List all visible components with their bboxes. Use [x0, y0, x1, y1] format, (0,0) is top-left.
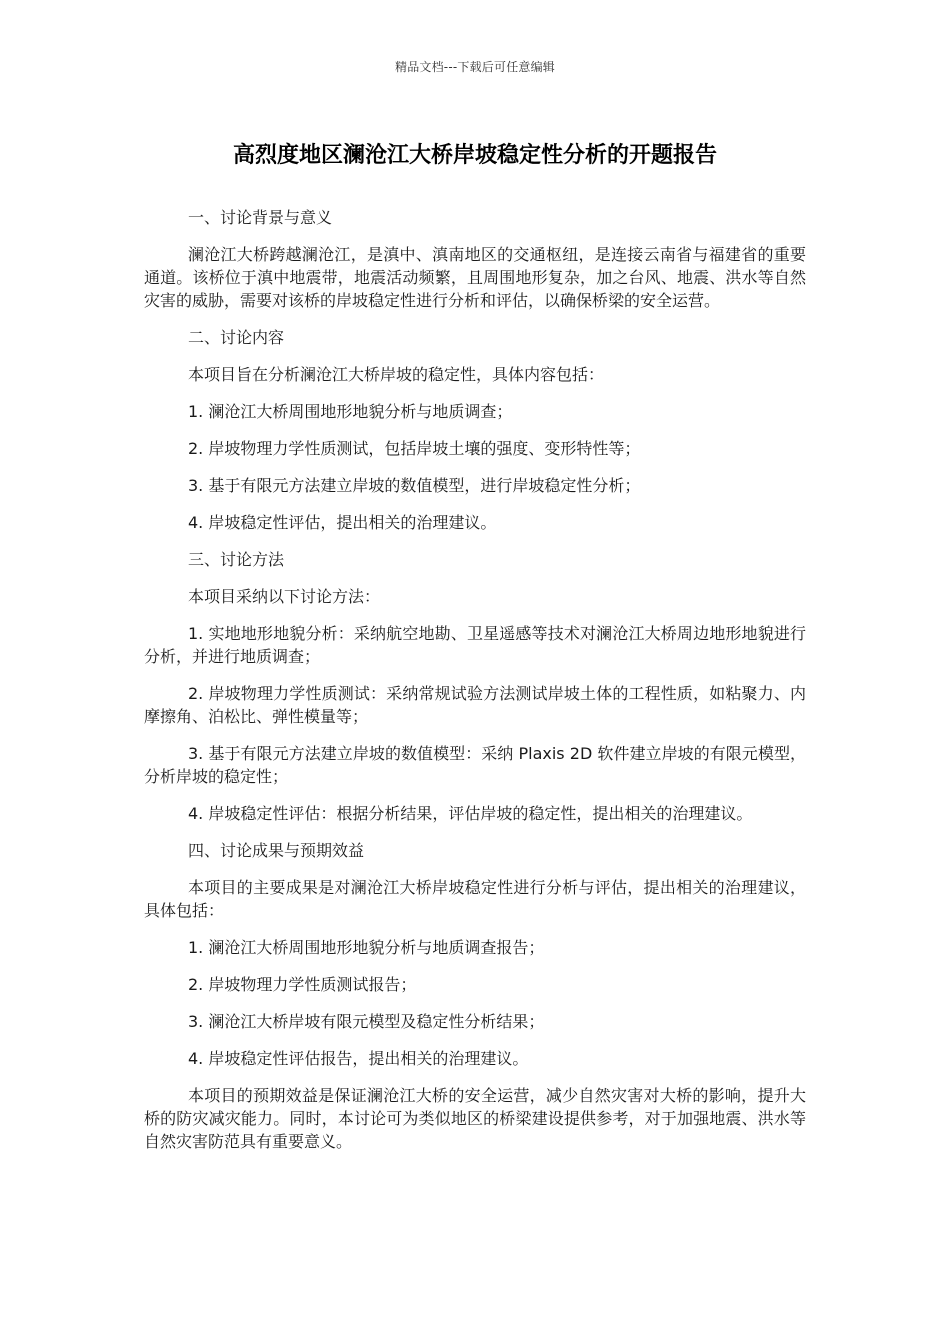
list-item-outcomes-4: 4. 岸坡稳定性评估报告，提出相关的治理建议。 [188, 1049, 529, 1068]
list-item-outcomes-1: 1. 澜沧江大桥周围地形地貌分析与地质调查报告； [188, 938, 545, 957]
list-item-outcomes-2: 2. 岸坡物理力学性质测试报告； [188, 975, 417, 994]
list-item-outcomes-3: 3. 澜沧江大桥岸坡有限元模型及稳定性分析结果； [188, 1012, 545, 1031]
list-item-methods-2: 2. 岸坡物理力学性质测试：采纳常规试验方法测试岸坡土体的工程性质，如粘聚力、内摩擦角、泊松比、弹性模量等； [144, 684, 806, 726]
page-header-watermark: 精品文档---下载后可任意编辑 [395, 60, 555, 74]
list-item-methods-3: 3. 基于有限元方法建立岸坡的数值模型：采纳 Plaxis 2D 软件建立岸坡的有限元模型，分析岸坡的稳定性； [144, 744, 806, 786]
list-item-methods-1: 1. 实地地形地貌分析：采纳航空地勘、卫星遥感等技术对澜沧江大桥周边地形地貌进行分析，并进行地质调查； [144, 624, 806, 666]
list-item-content-3: 3. 基于有限元方法建立岸坡的数值模型，进行岸坡稳定性分析； [188, 476, 641, 495]
document-body [144, 206, 806, 1167]
paragraph-outcomes-intro: 本项目的主要成果是对澜沧江大桥岸坡稳定性进行分析与评估，提出相关的治理建议，具体包括： [144, 878, 806, 920]
section-heading-background: 一、讨论背景与意义 [188, 208, 333, 227]
section-heading-methods: 三、讨论方法 [188, 550, 285, 569]
list-item-content-1: 1. 澜沧江大桥周围地形地貌分析与地质调查； [188, 402, 513, 421]
list-item-content-2: 2. 岸坡物理力学性质测试，包括岸坡土壤的强度、变形特性等； [188, 439, 641, 458]
document-title: 高烈度地区澜沧江大桥岸坡稳定性分析的开题报告 [232, 143, 717, 168]
paragraph-methods-intro: 本项目采纳以下讨论方法： [188, 587, 381, 606]
list-item-content-4: 4. 岸坡稳定性评估，提出相关的治理建议。 [188, 513, 497, 532]
section-heading-content: 二、讨论内容 [188, 328, 285, 347]
paragraph-background: 澜沧江大桥跨越澜沧江，是滇中、滇南地区的交通枢纽，是连接云南省与福建省的重要通道。该桥位于滇中地震带，地震活动频繁，且周围地形复杂，加之台风、地震、洪水等自然灾害的威胁，需要对该桥的岸坡稳定性进行分析和评估，以确保桥梁的安全运营。 [144, 245, 806, 310]
section-heading-outcomes: 四、讨论成果与预期效益 [188, 841, 365, 860]
paragraph-content-intro: 本项目旨在分析澜沧江大桥岸坡的稳定性，具体内容包括： [188, 365, 605, 384]
list-item-methods-4: 4. 岸坡稳定性评估：根据分析结果，评估岸坡的稳定性，提出相关的治理建议。 [188, 804, 753, 823]
paragraph-expected-benefits: 本项目的预期效益是保证澜沧江大桥的安全运营，减少自然灾害对大桥的影响，提升大桥的防灾减灾能力。同时，本讨论可为类似地区的桥梁建设提供参考，对于加强地震、洪水等自然灾害防范具有重要意义。 [144, 1086, 806, 1151]
